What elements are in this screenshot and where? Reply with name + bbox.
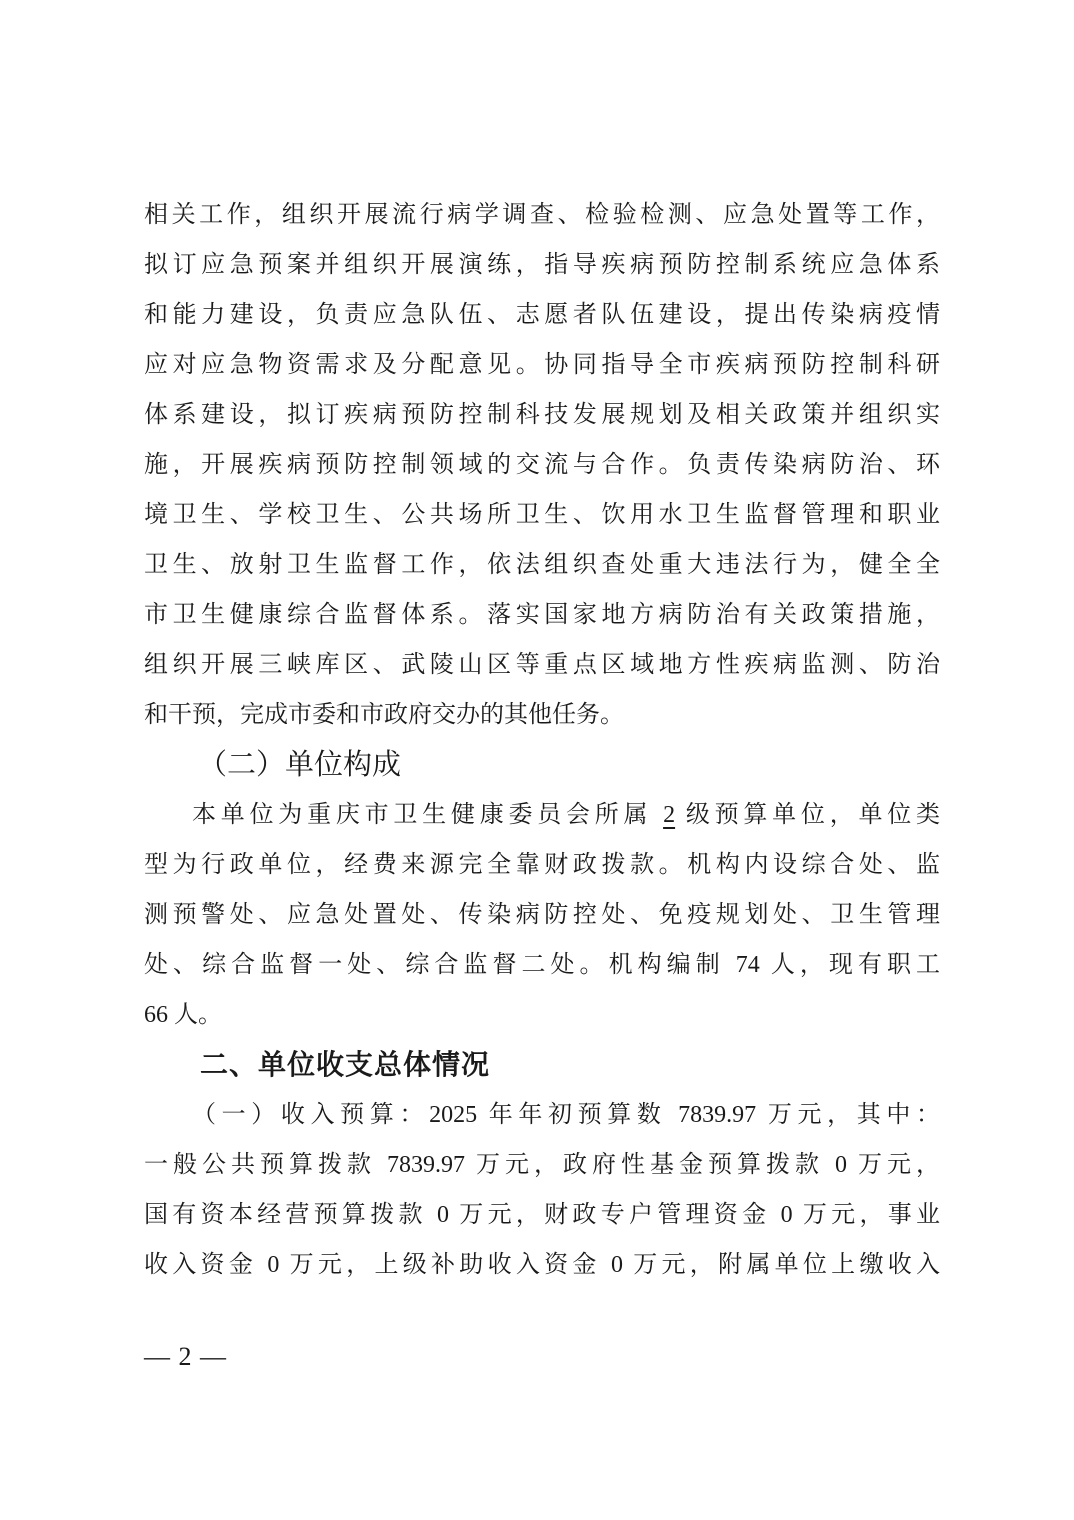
underlined-value: 2	[663, 802, 676, 828]
text-line: 拟订应急预案并组织开展演练，指导疾病预防控制系统应急体系	[144, 252, 940, 278]
text-line: 和干预，完成市委和市政府交办的其他任务。	[144, 702, 624, 728]
text-line: 施，开展疾病预防控制领域的交流与合作。负责传染病防治、环	[144, 452, 940, 478]
text-line: 66 人。	[144, 1002, 222, 1028]
text-line: （一）收入预算：2025 年年初预算数 7839.97 万元，其中：	[192, 1102, 940, 1128]
text-line: 测预警处、应急处置处、传染病防控处、免疫规划处、卫生管理	[144, 902, 940, 928]
text-line: 型为行政单位，经费来源完全靠财政拨款。机构内设综合处、监	[144, 852, 940, 878]
text-line: 体系建设，拟订疾病预防控制科技发展规划及相关政策并组织实	[144, 402, 940, 428]
text-line	[144, 790, 940, 840]
text-line: 和能力建设，负责应急队伍、志愿者队伍建设，提出传染病疫情	[144, 302, 940, 328]
text-line: 处、综合监督一处、综合监督二处。机构编制 74 人，现有职工	[144, 952, 940, 978]
text-line: 收入资金 0 万元，上级补助收入资金 0 万元，附属单位上缴收入	[144, 1252, 940, 1278]
text-line: 一般公共预算拨款 7839.97 万元，政府性基金预算拨款 0 万元，	[144, 1152, 940, 1178]
page-number: — 2 —	[144, 1342, 227, 1371]
text-line: 应对应急物资需求及分配意见。协同指导全市疾病预防控制科研	[144, 352, 940, 378]
text-line: 组织开展三峡库区、武陵山区等重点区域地方性疾病监测、防治	[144, 652, 940, 678]
text-line: 相关工作，组织开展流行病学调查、检验检测、应急处置等工作，	[144, 202, 940, 228]
document-body	[144, 190, 940, 1290]
text-line: 卫生、放射卫生监督工作，依法组织查处重大违法行为，健全全	[144, 552, 940, 578]
section-heading: （二）单位构成	[198, 749, 402, 781]
text-line: 境卫生、学校卫生、公共场所卫生、饮用水卫生监督管理和职业	[144, 502, 940, 528]
text-line: 市卫生健康综合监督体系。落实国家地方病防治有关政策措施，	[144, 602, 940, 628]
text-line: 国有资本经营预算拨款 0 万元，财政专户管理资金 0 万元，事业	[144, 1202, 940, 1228]
section-heading: 二、单位收支总体情况	[200, 1049, 491, 1080]
text-segment: 本单位为重庆市卫生健康委员会所属	[192, 802, 664, 828]
text-segment: 级预算单位，单位类	[675, 802, 941, 828]
